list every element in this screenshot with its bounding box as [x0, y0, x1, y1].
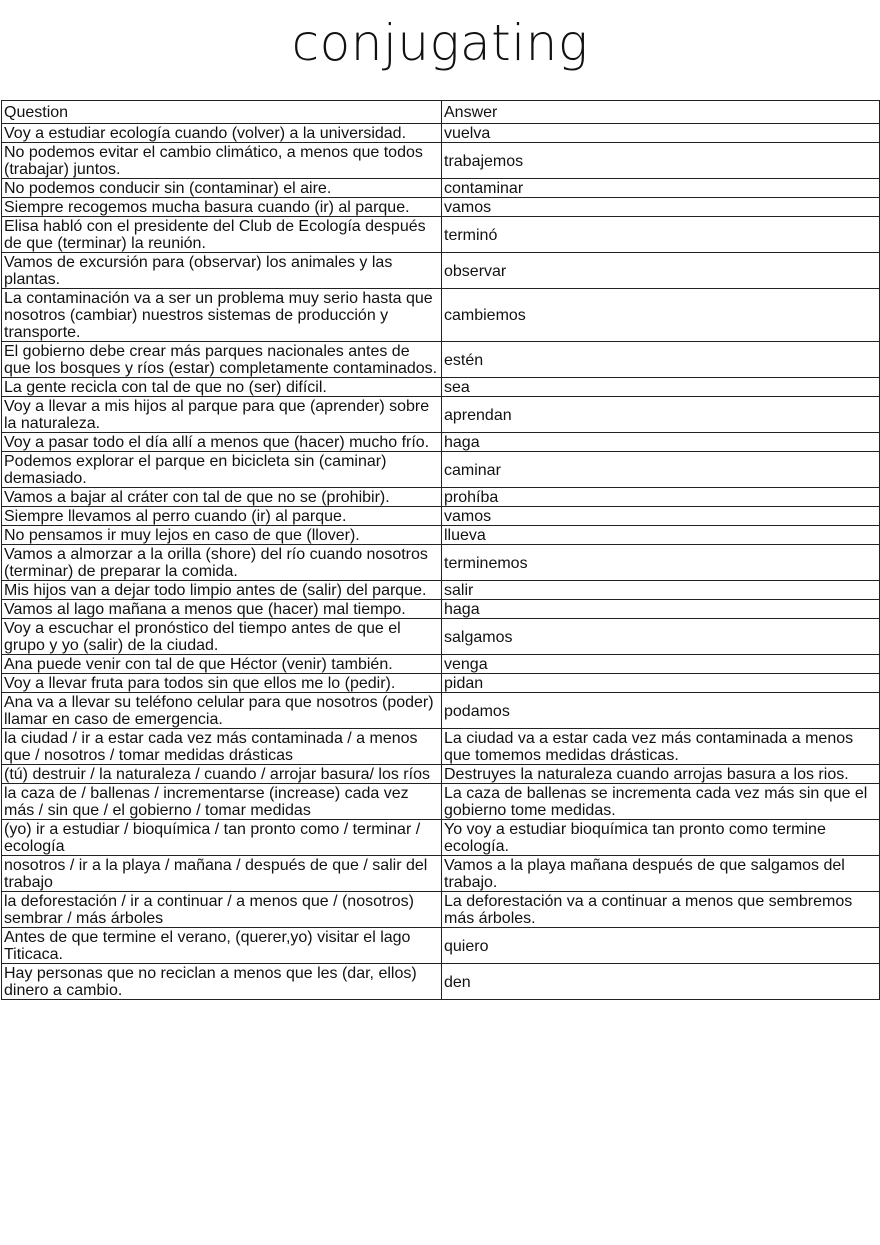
- question-cell: Elisa habló con el presidente del Club de Ecología después de que (terminar) la reunión.: [2, 217, 442, 253]
- question-cell: No pensamos ir muy lejos en caso de que (llover).: [2, 526, 442, 545]
- table-row: [2, 856, 880, 892]
- column-header-question: Question: [2, 101, 442, 124]
- answer-cell: salir: [442, 581, 880, 600]
- question-cell: Ana puede venir con tal de que Héctor (venir) también.: [2, 655, 442, 674]
- answer-cell: estén: [442, 342, 880, 378]
- question-cell: Voy a escuchar el pronóstico del tiempo antes de que el grupo y yo (salir) de la ciudad.: [2, 619, 442, 655]
- question-cell: Voy a llevar fruta para todos sin que ellos me lo (pedir).: [2, 674, 442, 693]
- question-cell: Vamos de excursión para (observar) los animales y las plantas.: [2, 253, 442, 289]
- answer-cell: venga: [442, 655, 880, 674]
- answer-cell: haga: [442, 433, 880, 452]
- table-row: [2, 729, 880, 765]
- table-row: [2, 928, 880, 964]
- page-title: conjugating: [291, 14, 589, 72]
- table-row: [2, 397, 880, 433]
- answer-cell: haga: [442, 600, 880, 619]
- table-row: [2, 179, 880, 198]
- answer-cell: quiero: [442, 928, 880, 964]
- table-row: [2, 124, 880, 143]
- question-cell: la caza de / ballenas / incrementarse (increase) cada vez más / sin que / el gobierno / tomar medidas: [2, 784, 442, 820]
- answer-cell: La caza de ballenas se incrementa cada vez más sin que el gobierno tome medidas.: [442, 784, 880, 820]
- answer-cell: contaminar: [442, 179, 880, 198]
- table-row: [2, 674, 880, 693]
- question-cell: Siempre llevamos al perro cuando (ir) al parque.: [2, 507, 442, 526]
- table-row: [2, 143, 880, 179]
- question-cell: La contaminación va a ser un problema muy serio hasta que nosotros (cambiar) nuestros sistemas de producción y transporte.: [2, 289, 442, 342]
- question-cell: No podemos conducir sin (contaminar) el aire.: [2, 179, 442, 198]
- answer-cell: podamos: [442, 693, 880, 729]
- column-header-answer: Answer: [442, 101, 880, 124]
- answer-cell: vuelva: [442, 124, 880, 143]
- table-row: [2, 820, 880, 856]
- answer-cell: trabajemos: [442, 143, 880, 179]
- question-cell: Vamos a bajar al cráter con tal de que no se (prohibir).: [2, 488, 442, 507]
- question-cell: Mis hijos van a dejar todo limpio antes de (salir) del parque.: [2, 581, 442, 600]
- table-row: [2, 253, 880, 289]
- question-cell: Vamos a almorzar a la orilla (shore) del río cuando nosotros (terminar) de preparar la comida.: [2, 545, 442, 581]
- question-cell: Vamos al lago mañana a menos que (hacer) mal tiempo.: [2, 600, 442, 619]
- answer-cell: terminemos: [442, 545, 880, 581]
- qa-table: [1, 100, 880, 1000]
- table-row: [2, 693, 880, 729]
- table-row: [2, 892, 880, 928]
- question-cell: El gobierno debe crear más parques nacionales antes de que los bosques y ríos (estar) completamente contaminados.: [2, 342, 442, 378]
- table-row: [2, 198, 880, 217]
- question-cell: Hay personas que no reciclan a menos que les (dar, ellos) dinero a cambio.: [2, 964, 442, 1000]
- table-row: [2, 600, 880, 619]
- question-cell: (yo) ir a estudiar / bioquímica / tan pronto como / terminar / ecología: [2, 820, 442, 856]
- question-cell: Podemos explorar el parque en bicicleta sin (caminar) demasiado.: [2, 452, 442, 488]
- answer-cell: terminó: [442, 217, 880, 253]
- table-row: [2, 581, 880, 600]
- question-cell: La gente recicla con tal de que no (ser) difícil.: [2, 378, 442, 397]
- answer-cell: vamos: [442, 507, 880, 526]
- table-row: [2, 452, 880, 488]
- table-row: [2, 526, 880, 545]
- question-cell: nosotros / ir a la playa / mañana / después de que / salir del trabajo: [2, 856, 442, 892]
- answer-cell: Yo voy a estudiar bioquímica tan pronto como termine ecología.: [442, 820, 880, 856]
- answer-cell: den: [442, 964, 880, 1000]
- question-cell: Siempre recogemos mucha basura cuando (ir) al parque.: [2, 198, 442, 217]
- table-row: [2, 433, 880, 452]
- question-cell: Antes de que termine el verano, (querer,yo) visitar el lago Titicaca.: [2, 928, 442, 964]
- table-row: [2, 765, 880, 784]
- question-cell: (tú) destruir / la naturaleza / cuando / arrojar basura/ los ríos: [2, 765, 442, 784]
- table-row: [2, 655, 880, 674]
- table-row: [2, 619, 880, 655]
- table-row: [2, 342, 880, 378]
- answer-cell: Vamos a la playa mañana después de que salgamos del trabajo.: [442, 856, 880, 892]
- table-row: [2, 289, 880, 342]
- answer-cell: La deforestación va a continuar a menos que sembremos más árboles.: [442, 892, 880, 928]
- question-cell: Voy a pasar todo el día allí a menos que (hacer) mucho frío.: [2, 433, 442, 452]
- header-row: [2, 101, 880, 124]
- answer-cell: aprendan: [442, 397, 880, 433]
- question-cell: Voy a llevar a mis hijos al parque para que (aprender) sobre la naturaleza.: [2, 397, 442, 433]
- answer-cell: cambiemos: [442, 289, 880, 342]
- table-row: [2, 488, 880, 507]
- answer-cell: pidan: [442, 674, 880, 693]
- question-cell: Ana va a llevar su teléfono celular para que nosotros (poder) llamar en caso de emergencia.: [2, 693, 442, 729]
- table-row: [2, 507, 880, 526]
- question-cell: la deforestación / ir a continuar / a menos que / (nosotros) sembrar / más árboles: [2, 892, 442, 928]
- answer-cell: La ciudad va a estar cada vez más contaminada a menos que tomemos medidas drásticas.: [442, 729, 880, 765]
- question-cell: Voy a estudiar ecología cuando (volver) a la universidad.: [2, 124, 442, 143]
- answer-cell: observar: [442, 253, 880, 289]
- answer-cell: sea: [442, 378, 880, 397]
- answer-cell: vamos: [442, 198, 880, 217]
- qa-table-body: [2, 101, 880, 1000]
- answer-cell: llueva: [442, 526, 880, 545]
- answer-cell: Destruyes la naturaleza cuando arrojas basura a los rios.: [442, 765, 880, 784]
- question-cell: la ciudad / ir a estar cada vez más contaminada / a menos que / nosotros / tomar medidas drásticas: [2, 729, 442, 765]
- table-row: [2, 217, 880, 253]
- table-row: [2, 784, 880, 820]
- table-row: [2, 964, 880, 1000]
- table-row: [2, 378, 880, 397]
- answer-cell: salgamos: [442, 619, 880, 655]
- question-cell: No podemos evitar el cambio climático, a menos que todos (trabajar) juntos.: [2, 143, 442, 179]
- answer-cell: prohíba: [442, 488, 880, 507]
- answer-cell: caminar: [442, 452, 880, 488]
- table-row: [2, 545, 880, 581]
